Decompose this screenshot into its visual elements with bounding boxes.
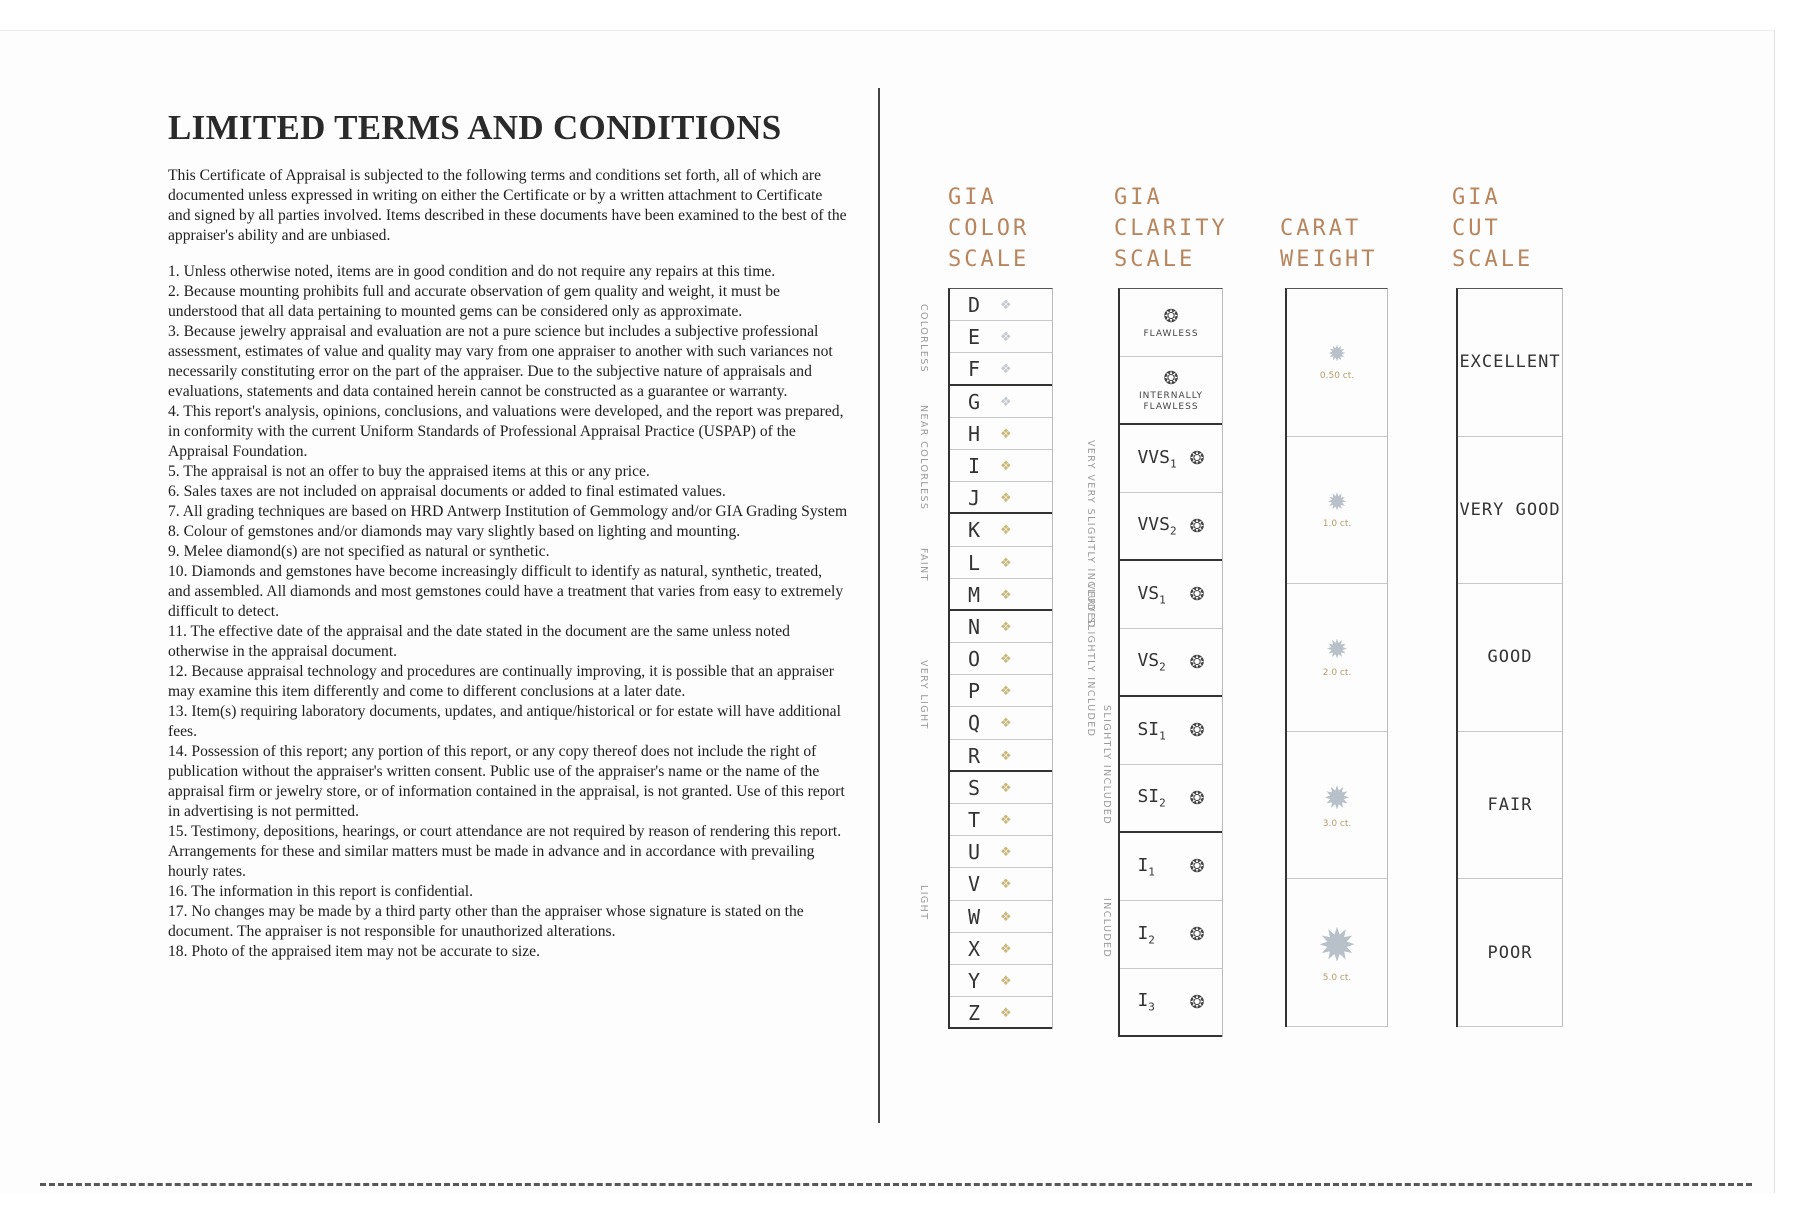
color-grade-letter: K <box>968 518 981 543</box>
terms-item: 8. Colour of gemstones and/or diamonds may vary slightly based on lighting and mounting. <box>168 523 741 540</box>
color-grade-letter: U <box>968 840 981 865</box>
color-grade-letter: T <box>968 808 981 832</box>
color-grade-letter: S <box>968 775 981 800</box>
color-grade-row <box>950 289 1052 321</box>
color-grade-row <box>950 386 1052 418</box>
clarity-grade-name <box>1137 990 1189 1014</box>
clarity-grade-row <box>1120 629 1222 697</box>
color-group-label: FAINT <box>918 548 929 582</box>
cut-grade-label: FAIR <box>1487 795 1533 816</box>
clarity-grade-main: SI <box>1137 718 1160 740</box>
carat-weight-row <box>1287 437 1387 585</box>
color-grade-row <box>950 901 1052 933</box>
diamond-top-view-icon: ❂ <box>1163 367 1179 389</box>
color-grade-row <box>950 547 1052 579</box>
color-grade-row <box>950 450 1052 482</box>
color-grade-row <box>950 353 1052 385</box>
terms-item: 4. This report's analysis, opinions, conclusions, and valuations were developed, and the report was prepared, in conformity with the current Uniform Standards of Professional Appraisal Practice (USPAP) of the Appraisal Foundation. <box>168 403 844 460</box>
terms-item: 16. The information in this report is confidential. <box>168 883 474 900</box>
clarity-group-label: SLIGHTLY INCLUDED <box>1101 705 1112 826</box>
terms-item: 6. Sales taxes are not included on appraisal documents or added to final estimated values. <box>168 483 726 500</box>
color-grade-row <box>950 579 1052 611</box>
color-grade-row <box>950 482 1052 514</box>
clarity-grade-sub: 1 <box>1169 457 1177 471</box>
color-group-label: VERY LIGHT <box>918 660 929 730</box>
carat-weight-row <box>1287 732 1387 880</box>
cut-grade-row <box>1458 732 1562 880</box>
diamond-top-view-icon: ❂ <box>1163 305 1179 327</box>
title-line: SCALE <box>1452 247 1534 272</box>
color-grade-letter: R <box>968 743 981 768</box>
diamond-top-view-icon: ❂ <box>1189 924 1205 945</box>
clarity-grade-main: VS <box>1137 582 1160 604</box>
cut-scale-title <box>1452 182 1533 275</box>
clarity-scale-title <box>1114 182 1228 275</box>
diamond-top-view-icon: ❂ <box>1189 584 1205 605</box>
clarity-grade-row <box>1120 901 1222 969</box>
color-grade-letter: N <box>968 614 981 639</box>
clarity-grade-row <box>1120 969 1222 1037</box>
column-divider <box>878 88 880 1123</box>
color-grade-row <box>950 868 1052 900</box>
color-grade-row <box>950 321 1052 353</box>
clarity-group-label: INCLUDED <box>1101 898 1112 959</box>
round-diamond-icon: ❖ <box>1000 909 1012 925</box>
color-grade-letter: L <box>968 550 981 575</box>
color-grade-letter: H <box>968 421 981 446</box>
clarity-grade-name <box>1137 650 1189 674</box>
clarity-grade-row <box>1120 289 1222 357</box>
diamond-top-view-icon: ❂ <box>1189 720 1205 741</box>
cut-grade-row <box>1458 437 1562 585</box>
title-line: GIA <box>1452 185 1501 210</box>
clarity-grade-main: SI <box>1137 786 1160 808</box>
round-diamond-icon: ❖ <box>1000 748 1012 764</box>
cut-grade-label: EXCELLENT <box>1459 352 1561 373</box>
cut-grade-row <box>1458 289 1562 437</box>
clarity-grade-row <box>1120 697 1222 765</box>
clarity-grade-row <box>1120 425 1222 493</box>
round-diamond-icon: ✹ <box>1317 918 1357 973</box>
clarity-grade-row <box>1120 833 1222 901</box>
round-diamond-icon: ❖ <box>1000 813 1012 828</box>
clarity-grade-row <box>1120 561 1222 629</box>
terms-item: 18. Photo of the appraised item may not be accurate to size. <box>168 943 540 960</box>
color-grade-row <box>950 675 1052 707</box>
diamond-top-view-icon: ❂ <box>1189 787 1205 809</box>
round-diamond-icon: ❖ <box>1000 716 1012 732</box>
color-grade-row <box>950 514 1052 546</box>
round-diamond-icon: ❖ <box>1000 941 1012 957</box>
clarity-grade-stack <box>1143 306 1198 340</box>
terms-list <box>168 262 848 962</box>
round-diamond-icon: ❖ <box>1000 877 1012 893</box>
terms-item: 3. Because jewelry appraisal and evaluation are not a pure science but includes a subjective professional assessment, estimates of value and quality may vary from one appraiser to another with such variances not necessarily constituting error on the part of the appraiser. Due to the subjective nature of appraisals and evaluations, statements and data contained herein cannot be constructed as a guarantee or warranty. <box>168 323 833 400</box>
color-grade-letter: Z <box>968 1001 981 1026</box>
diamond-top-view-icon: ❂ <box>1189 991 1205 1013</box>
clarity-grade-sub: 1 <box>1159 729 1166 743</box>
clarity-grade-stack <box>1120 368 1222 413</box>
carat-weight-label: 0.50 ct. <box>1319 370 1355 381</box>
clarity-grade-name <box>1137 583 1189 607</box>
round-diamond-icon: ❖ <box>1000 684 1012 700</box>
clarity-grade-name <box>1137 447 1189 471</box>
round-diamond-icon: ❖ <box>1000 587 1012 603</box>
carat-weight-row <box>1287 584 1387 732</box>
clarity-grade-main: I <box>1137 854 1149 876</box>
color-grade-row <box>950 707 1052 739</box>
color-grade-row <box>950 611 1052 643</box>
color-grade-letter: J <box>968 486 981 511</box>
terms-heading: LIMITED TERMS AND CONDITIONS <box>168 108 782 147</box>
clarity-grade-row <box>1120 357 1222 425</box>
title-line: GIA <box>1114 185 1163 210</box>
clarity-grade-sub: 2 <box>1159 796 1166 810</box>
color-grade-row <box>950 740 1052 772</box>
color-grade-letter: D <box>968 293 981 317</box>
color-grade-row <box>950 933 1052 965</box>
carat-weight-label: 3.0 ct. <box>1322 818 1352 829</box>
title-line: WEIGHT <box>1280 247 1378 272</box>
cut-grade-label: POOR <box>1487 942 1533 963</box>
clarity-grade-main: I <box>1137 990 1149 1012</box>
terms-item: 9. Melee diamond(s) are not specified as natural or synthetic. <box>168 543 550 560</box>
color-grade-row <box>950 772 1052 804</box>
terms-item: 12. Because appraisal technology and procedures are continually improving, it is possible that an appraiser may examine this item differently and come to different conclusions at a later date. <box>168 663 835 700</box>
color-grade-letter: I <box>968 453 981 478</box>
title-line: CUT <box>1452 216 1501 241</box>
carat-weight-label: 1.0 ct. <box>1322 519 1352 530</box>
round-diamond-icon: ❖ <box>1000 973 1012 989</box>
title-line: CARAT <box>1280 216 1362 241</box>
diamond-top-view-icon: ❂ <box>1189 448 1205 469</box>
color-grade-letter: Q <box>968 711 981 736</box>
color-grade-row <box>950 804 1052 836</box>
cut-grade-row <box>1458 584 1562 732</box>
terms-item: 7. All grading techniques are based on HRD Antwerp Institution of Gemmology and/or GIA Grading System <box>168 503 848 520</box>
carat-weight-label: 5.0 ct. <box>1322 973 1352 984</box>
terms-item: 14. Possession of this report; any portion of this report, or any copy thereof does not include the right of publication without the appraiser's written consent. Public use of the appraiser's name or the name of the appraisal firm or jewelry store, or of information contained in the appraisal, is not granted. Use of this report in advertising is not permitted. <box>168 743 845 820</box>
title-line: SCALE <box>1114 247 1196 272</box>
clarity-group-label: VERY VERY SLIGHTLY INCLUDED <box>1085 440 1096 629</box>
round-diamond-icon: ❖ <box>1000 491 1012 507</box>
cut-scale-table <box>1456 288 1563 1027</box>
terms-item: 15. Testimony, depositions, hearings, or court attendance are not required by reason of rendering this report. Arrangements for these and similar matters must be made in advance and in accordance with prevailing hourly rates. <box>168 823 842 880</box>
terms-item: 11. The effective date of the appraisal and the date stated in the document are the same unless noted otherwise in the appraisal document. <box>168 623 790 660</box>
clarity-grade-row <box>1120 765 1222 833</box>
clarity-grade-sub: 1 <box>1159 593 1166 607</box>
color-grade-letter: V <box>968 872 981 897</box>
clarity-grade-name <box>1137 923 1189 947</box>
clarity-group-label: VERY SLIGHTLY INCLUDED <box>1085 583 1096 738</box>
terms-item: 13. Item(s) requiring laboratory documents, updates, and antique/historical or for estate will have additional fees. <box>168 703 841 740</box>
round-diamond-icon: ✹ <box>1323 778 1351 817</box>
color-grade-row <box>950 997 1052 1029</box>
round-diamond-icon: ❖ <box>1000 780 1012 796</box>
color-scale-title <box>948 182 1029 275</box>
cut-grade-label: GOOD <box>1487 647 1533 668</box>
round-diamond-icon: ❖ <box>1000 394 1012 410</box>
color-grade-letter: Y <box>968 968 981 993</box>
diamond-top-view-icon: ❂ <box>1189 651 1205 673</box>
clarity-grade-sub: 3 <box>1148 1000 1155 1014</box>
title-line: CLARITY <box>1114 216 1228 241</box>
color-grade-letter: M <box>968 582 981 607</box>
color-grade-row <box>950 965 1052 997</box>
round-diamond-icon: ✹ <box>1327 341 1347 367</box>
color-grade-letter: O <box>968 647 981 672</box>
clarity-grade-sub: 2 <box>1169 524 1177 538</box>
title-line: COLOR <box>948 216 1030 241</box>
clarity-grade-name <box>1137 855 1189 879</box>
color-grade-letter: F <box>968 357 981 382</box>
clarity-grade-name: FLAWLESS <box>1143 328 1199 339</box>
color-grade-letter: W <box>968 904 981 929</box>
perforation-line <box>40 1183 1752 1186</box>
round-diamond-icon: ❖ <box>1000 619 1012 635</box>
terms-item: 2. Because mounting prohibits full and accurate observation of gem quality and weight, it must be understood that all data pertaining to mounted gems can be considered only as approximate. <box>168 283 780 320</box>
round-diamond-icon: ✹ <box>1326 634 1348 665</box>
clarity-grade-sub: 2 <box>1159 660 1166 674</box>
round-diamond-icon: ❖ <box>1000 426 1012 442</box>
clarity-grade-main: VS <box>1137 650 1160 672</box>
round-diamond-icon: ❖ <box>1000 845 1012 861</box>
terms-intro: This Certificate of Appraisal is subjected to the following terms and conditions set forth, all of which are documented unless expressed in writing on either the Certificate or by a written attachment to Certificate and signed by all parties involved. Items described in these documents have been examined to the best of the appraiser's ability and are unbiased. <box>168 167 847 244</box>
round-diamond-icon: ❖ <box>1000 652 1012 668</box>
round-diamond-icon: ❖ <box>1000 362 1012 378</box>
color-grade-letter: E <box>968 325 981 350</box>
color-group-label: LIGHT <box>918 885 929 921</box>
clarity-grade-name <box>1137 786 1189 810</box>
clarity-grade-name <box>1137 719 1189 743</box>
color-scale-table <box>948 288 1053 1029</box>
clarity-grade-row <box>1120 493 1222 561</box>
color-group-label: NEAR COLORLESS <box>918 405 929 511</box>
terms-item: 10. Diamonds and gemstones have become increasingly difficult to identify as natural, synthetic, treated, and assembled. All diamonds and most gemstones could have a treatment that varies from easy to extremely difficult to detect. <box>168 563 844 620</box>
carat-weight-label: 2.0 ct. <box>1322 667 1352 678</box>
title-line: SCALE <box>948 247 1030 272</box>
cut-grade-label: VERY GOOD <box>1459 499 1561 520</box>
diamond-top-view-icon: ❂ <box>1189 515 1205 537</box>
round-diamond-icon: ❖ <box>1000 555 1012 571</box>
carat-weight-row <box>1287 879 1387 1027</box>
clarity-grade-main: I <box>1137 922 1149 944</box>
title-line: GIA <box>948 185 997 210</box>
clarity-grade-main: VVS <box>1137 446 1170 468</box>
round-diamond-icon: ❖ <box>1000 1006 1012 1022</box>
carat-weight-title <box>1280 213 1377 275</box>
terms-section <box>168 108 848 962</box>
clarity-scale-table <box>1118 288 1223 1037</box>
terms-item: 1. Unless otherwise noted, items are in good condition and do not require any repairs at this time. <box>168 263 776 280</box>
color-grade-letter: G <box>968 389 981 414</box>
color-grade-letter: P <box>968 679 981 704</box>
color-grade-row <box>950 418 1052 450</box>
round-diamond-icon: ❖ <box>1000 458 1012 474</box>
cut-grade-row <box>1458 879 1562 1027</box>
terms-item: 5. The appraisal is not an offer to buy the appraised items at this or any price. <box>168 463 650 480</box>
carat-weight-table <box>1285 288 1388 1027</box>
round-diamond-icon: ❖ <box>1000 330 1012 346</box>
color-grade-letter: X <box>968 936 981 961</box>
clarity-grade-sub: 1 <box>1148 865 1155 879</box>
carat-weight-row <box>1287 289 1387 437</box>
color-grade-row <box>950 643 1052 675</box>
color-group-label: COLORLESS <box>918 304 929 374</box>
round-diamond-icon: ❖ <box>1000 523 1012 539</box>
clarity-grade-sub: 2 <box>1148 933 1155 947</box>
clarity-grade-name: INTERNALLY FLAWLESS <box>1138 390 1204 412</box>
diamond-top-view-icon: ❂ <box>1189 856 1205 877</box>
color-grade-row <box>950 836 1052 868</box>
clarity-grade-name <box>1137 514 1189 538</box>
round-diamond-icon: ❖ <box>1000 298 1012 313</box>
clarity-grade-main: VVS <box>1137 514 1170 536</box>
round-diamond-icon: ✹ <box>1326 488 1348 517</box>
terms-item: 17. No changes may be made by a third party other than the appraiser whose signature is stated on the document. The appraiser is not responsible for unauthorized alterations. <box>168 903 804 940</box>
